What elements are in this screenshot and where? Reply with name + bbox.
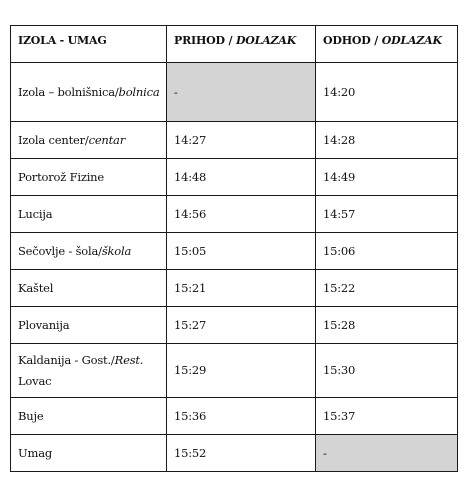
stop-name-cell: Lucija (11, 196, 167, 233)
departure-cell: 14:49 (316, 159, 458, 196)
table-row (11, 122, 458, 159)
departure-header-label: ODHOD / (323, 34, 382, 47)
arrival-cell: 15:21 (167, 270, 316, 307)
table-row (11, 196, 458, 233)
arrival-cell: 15:27 (167, 307, 316, 344)
route-header-label: IZOLA - UMAG (18, 34, 107, 47)
departure-cell: 14:28 (316, 122, 458, 159)
table-row (11, 159, 458, 196)
table-row (11, 435, 458, 472)
table-row (11, 307, 458, 344)
departure-cell: 15:06 (316, 233, 458, 270)
departure-cell: - (316, 435, 458, 472)
stop-name-cell: Kaštel (11, 270, 167, 307)
arrival-cell: 15:52 (167, 435, 316, 472)
stop-name-cell: Umag (11, 435, 167, 472)
arrival-cell: 15:36 (167, 398, 316, 435)
table-row (11, 344, 458, 398)
stop-name-cell: Izola center/centar (11, 122, 167, 159)
table-row (11, 398, 458, 435)
arrival-cell: 14:27 (167, 122, 316, 159)
stop-name-cell: Izola – bolnišnica/bolnica (11, 63, 167, 122)
table-row (11, 233, 458, 270)
arrival-cell: 15:29 (167, 344, 316, 398)
arrival-cell: - (167, 63, 316, 122)
arrival-header (167, 26, 316, 63)
departure-cell: 14:20 (316, 63, 458, 122)
stop-name-cell: Sečovlje - šola/škola (11, 233, 167, 270)
departure-cell: 14:57 (316, 196, 458, 233)
table-header-row (11, 26, 458, 63)
stop-name-cell: Portorož Fizine (11, 159, 167, 196)
departure-cell: 15:22 (316, 270, 458, 307)
stop-name-cell: Kaldanija - Gost./Rest. Lovac (11, 344, 167, 398)
arrival-cell: 14:56 (167, 196, 316, 233)
departure-cell: 15:37 (316, 398, 458, 435)
stop-name-cell: Plovanija (11, 307, 167, 344)
departure-header (316, 26, 458, 63)
arrival-cell: 14:48 (167, 159, 316, 196)
arrival-header-italic-label: DOLAZAK (235, 34, 297, 47)
bus-timetable (10, 25, 458, 472)
table-row (11, 270, 458, 307)
departure-header-italic-label: ODLAZAK (381, 34, 442, 47)
arrival-header-label: PRIHOD / (174, 34, 236, 47)
route-header (11, 26, 167, 63)
departure-cell: 15:30 (316, 344, 458, 398)
arrival-cell: 15:05 (167, 233, 316, 270)
departure-cell: 15:28 (316, 307, 458, 344)
table-row (11, 63, 458, 122)
stop-name-cell: Buje (11, 398, 167, 435)
